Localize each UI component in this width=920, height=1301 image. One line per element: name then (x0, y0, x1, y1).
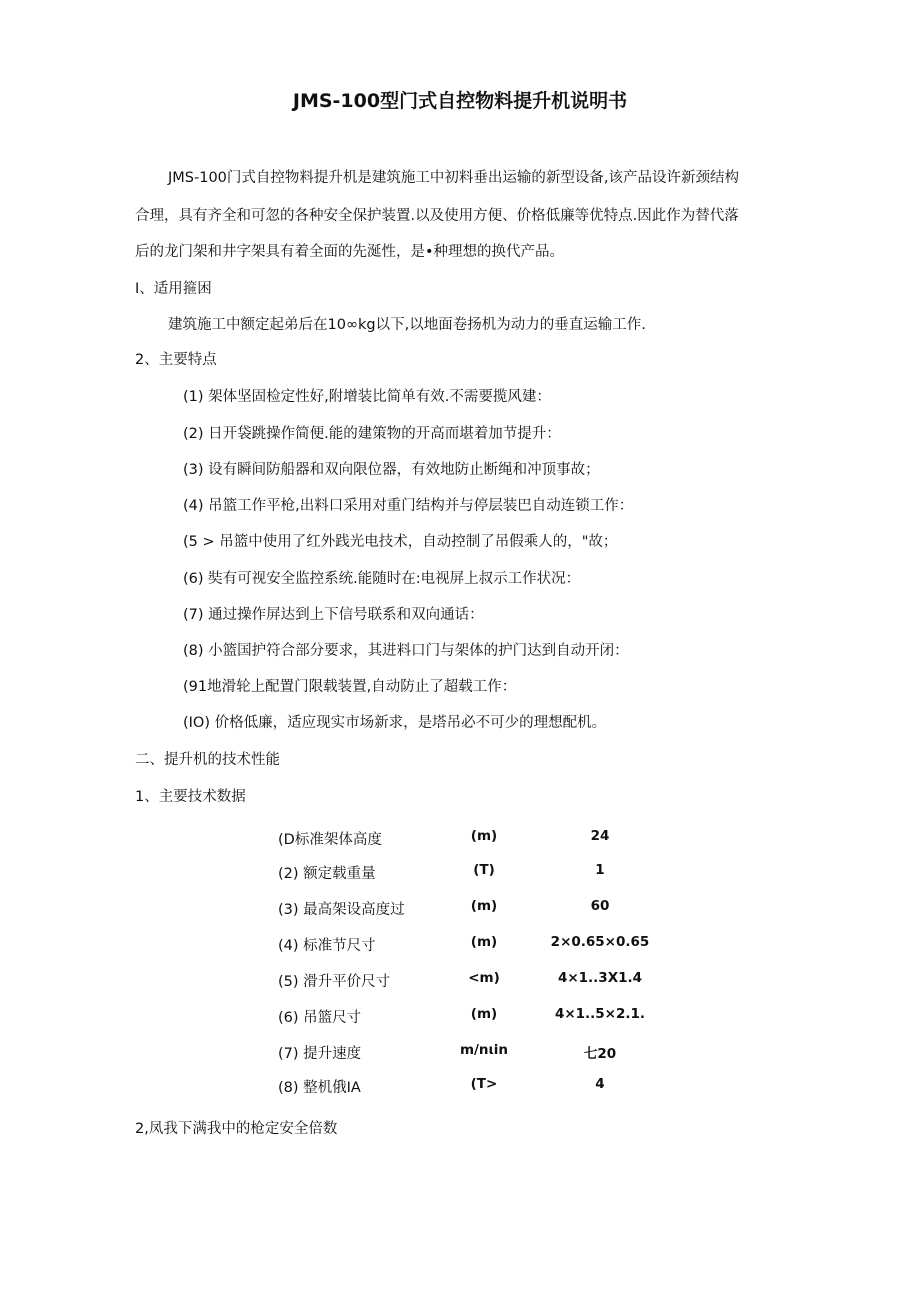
param-name: (5) 滑升平价尺寸 (278, 974, 391, 990)
param-value: 60 (590, 898, 610, 914)
table-row (0, 1042, 920, 1064)
feature-item: (4) 吊篮工作平枪,出料口采用对重门结构并与停层装巴自动连锁工作： (183, 498, 634, 514)
param-unit: (m) (470, 898, 498, 914)
feature-item: (3) 设有瞬间防船器和双向限位器，有效地防止断绳和冲顶事故； (183, 462, 600, 478)
intro-line-3: 后的龙门架和井字架具有着全面的先涎性，是•种理想的换代产品。 (135, 244, 565, 260)
table-row (0, 1076, 920, 1098)
param-unit: (m) (470, 1006, 498, 1022)
feature-item: (1) 架体坚固检定性好,附增装比简单有效.不需要揽风建： (183, 389, 551, 405)
param-value: 七20 (583, 1046, 617, 1062)
param-name: (8) 整机俄IA (278, 1080, 361, 1096)
param-value: 2×0.65×0.65 (550, 934, 650, 950)
feature-item: (5 > 吊篮中使用了红外践光电技术，自动控制了吊假乘人的，"故； (183, 534, 618, 550)
section-heading-scope: I、适用箍困 (135, 281, 212, 297)
param-value: 4 (595, 1076, 605, 1092)
param-name: (4) 标准节尺寸 (278, 938, 376, 954)
table-row (0, 970, 920, 992)
table-row (0, 898, 920, 920)
table-row (0, 828, 920, 850)
param-unit: (T) (473, 862, 495, 878)
intro-line-1: JMS-100门式自控物料提升机是建筑施工中初料垂出运输的新型设备,该产品设许新颈结构 (168, 170, 740, 186)
section-heading-performance: 二、提升机的技术性能 (135, 752, 280, 768)
feature-item: (6) 奘有可视安全监控系统.能随时在:电视屏上叔示工作状况： (183, 571, 581, 587)
table-row (0, 934, 920, 956)
param-unit: (m) (470, 828, 498, 844)
param-value: 4×1..5×2.1. (554, 1006, 646, 1022)
feature-item: (8) 小篮国护符合部分要求，其进料口门与架体的护门达到自动开闭： (183, 643, 629, 659)
section-heading-features: 2、主要特点 (135, 352, 217, 368)
param-unit: m/nιin (459, 1042, 509, 1058)
param-name: (6) 吊篮尺寸 (278, 1010, 362, 1026)
subsection-heading-safety-factor: 2,凤我下满我中的枪定安全倍数 (135, 1121, 338, 1137)
param-value: 1 (595, 862, 605, 878)
param-name: (2) 额定载重量 (278, 866, 376, 882)
param-unit: <m) (468, 970, 500, 986)
param-name: (3) 最高架设高度过 (278, 902, 405, 918)
param-name: (D标准架体高度 (278, 832, 382, 848)
param-value: 4×1..3X1.4 (557, 970, 643, 986)
param-unit: (T> (470, 1076, 498, 1092)
document-title: JMS-100型门式自控物料提升机说明书 (292, 90, 628, 112)
intro-line-2: 合理，具有齐全和可忽的各种安全保护装置.以及使用方便、价格低廉等优特点.因此作为替代落 (135, 208, 739, 224)
param-unit: (m) (470, 934, 498, 950)
param-name: (7) 提升速度 (278, 1046, 362, 1062)
feature-item: (2) 日开袋跳操作简便.能的建策物的开高而堪着加节提升： (183, 426, 561, 442)
feature-item: (IO) 价格低廉，适应现实市场新求，是塔吊必不可少的理想配机。 (183, 715, 607, 731)
feature-item: (7) 通过操作屏达到上下信号联系和双向通话： (183, 607, 484, 623)
scope-text: 建筑施工中额定起弟后在10∞kg以下,以地面卷扬机为动力的垂直运输工作. (168, 317, 646, 333)
table-row (0, 862, 920, 884)
subsection-heading-data: 1、主要技术数据 (135, 789, 246, 805)
param-value: 24 (590, 828, 610, 844)
table-row (0, 1006, 920, 1028)
feature-item: (91地滑轮上配置门限载装置,自动防止了超载工作： (183, 679, 517, 695)
